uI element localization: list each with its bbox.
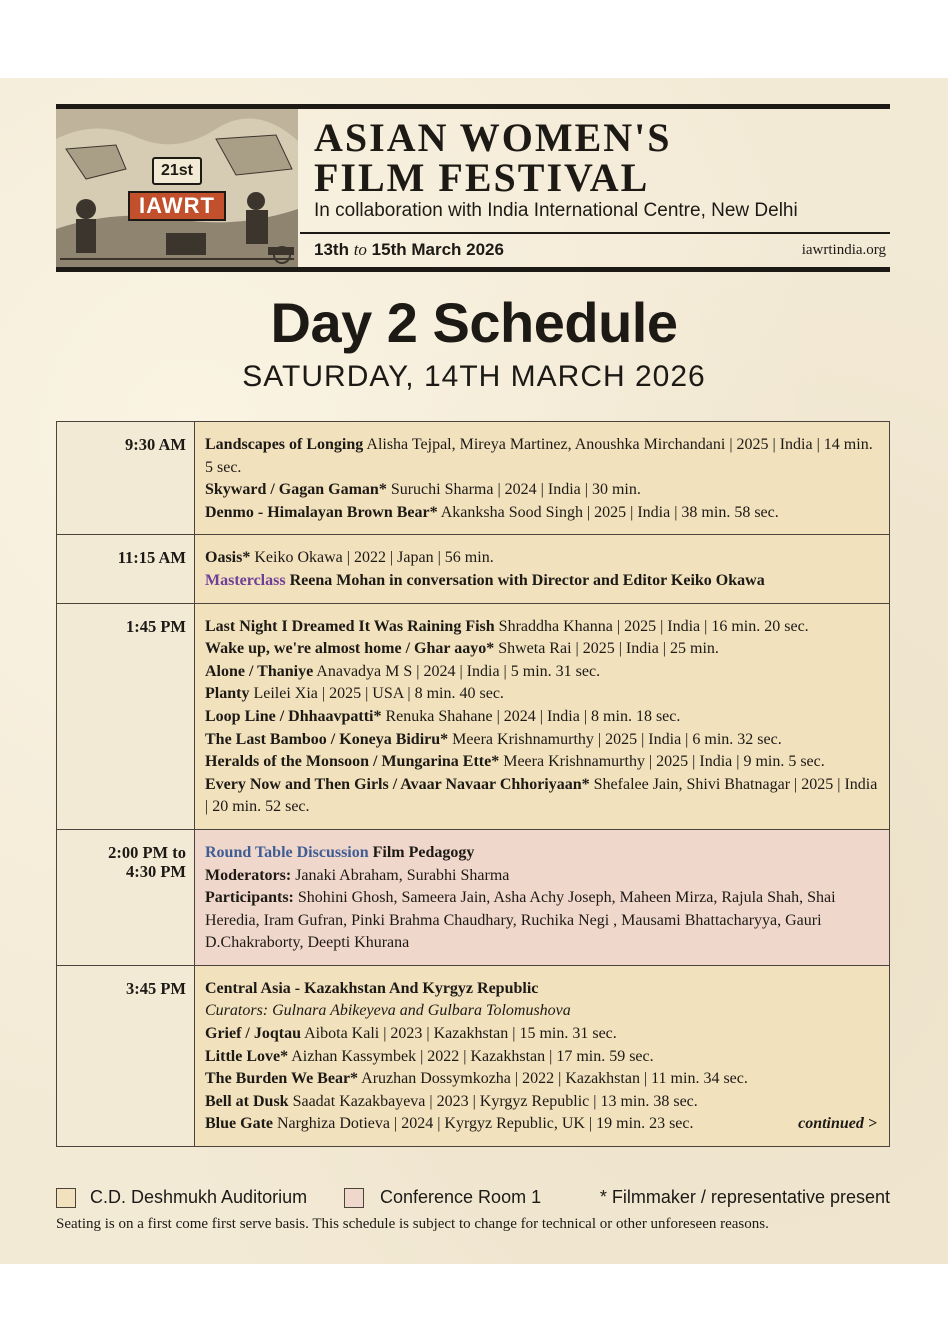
film-entry: [205, 1023, 879, 1046]
legend-conference: Conference Room 1: [380, 1187, 542, 1207]
curators-line: Curators: Gulnara Abikeyeva and Gulbara Tolomushova: [205, 1002, 571, 1020]
edition-badge: 21st: [152, 157, 202, 185]
round-table-label: Round Table Discussion: [205, 843, 369, 861]
slot-time: [57, 830, 195, 965]
festival-dates: [314, 240, 504, 260]
film-entry: [205, 661, 879, 684]
film-entry: [205, 729, 879, 752]
film-title: Oasis*: [205, 549, 251, 567]
film-entry: [205, 683, 879, 706]
festival-poster: [0, 78, 948, 1264]
auditorium-swatch: [56, 1188, 76, 1208]
participants-names: Shohini Ghosh, Sameera Jain, Asha Achy Joseph, Maheen Mirza, Rajula Shah, Shai Heredia, Iram Gufran, Pinki Brahma Chaudhary, Ruchika Negi , Mausami Bhattacharyya, Gauri D.Chakraborty, Deepti Khurana: [205, 889, 836, 952]
film-title: Skyward / Gagan Gaman*: [205, 481, 387, 499]
masterclass-label: Masterclass: [205, 571, 286, 589]
film-title: Last Night I Dreamed It Was Raining Fish: [205, 617, 495, 635]
film-entry: [205, 1046, 879, 1069]
round-table-entry: [205, 842, 879, 865]
film-details: Meera Krishnamurthy | 2025 | India | 6 min. 32 sec.: [448, 730, 782, 748]
film-title: Denmo - Himalayan Brown Bear*: [205, 503, 438, 521]
collaboration-text: In collaboration with India International Centre, New Delhi: [314, 200, 798, 221]
film-title: Heralds of the Monsoon / Mungarina Ette*: [205, 753, 500, 771]
film-entry: [205, 434, 879, 479]
continued-link[interactable]: continued >: [798, 1115, 877, 1133]
film-details: Narghiza Dotieva | 2024 | Kyrgyz Republic, UK | 19 min. 23 sec.: [273, 1115, 694, 1133]
film-details: Leilei Xia | 2025 | USA | 8 min. 40 sec.: [249, 685, 504, 703]
film-details: Aizhan Kassymbek | 2022 | Kazakhstan | 17 min. 59 sec.: [288, 1047, 654, 1065]
film-title: Loop Line / Dhhaavpatti*: [205, 707, 382, 725]
film-details: Anavadya M S | 2024 | India | 5 min. 31 sec.: [313, 662, 601, 680]
film-entry: [205, 774, 879, 819]
section-title-text: Central Asia - Kazakhstan And Kyrgyz Republic: [205, 979, 539, 997]
schedule-table: [56, 421, 890, 1147]
film-details: Renuka Shahane | 2024 | India | 8 min. 18 sec.: [381, 707, 681, 725]
festival-title-line2: FILM FESTIVAL: [314, 155, 650, 200]
film-details: Suruchi Sharma | 2024 | India | 30 min.: [386, 481, 641, 499]
slot-time-start: 2:00 PM to: [108, 842, 186, 862]
film-entry: [205, 751, 879, 774]
participants-label: Participants:: [205, 889, 294, 907]
header-mid-rule: [300, 232, 890, 234]
moderators-label: Moderators:: [205, 866, 292, 884]
film-title: Planty: [205, 685, 250, 703]
schedule-date: SATURDAY, 14TH MARCH 2026: [242, 360, 706, 393]
schedule-slot: [57, 422, 889, 534]
film-entry: [205, 547, 879, 570]
slot-entries: [195, 830, 889, 965]
slot-time: 11:15 AM: [57, 535, 195, 602]
film-entry: [205, 1113, 879, 1136]
slot-entries: [195, 604, 889, 829]
film-title: The Last Bamboo / Koneya Bidiru*: [205, 730, 449, 748]
moderators-entry: [205, 865, 879, 888]
festival-header: [56, 104, 890, 272]
website-link[interactable]: iawrtindia.org: [801, 242, 886, 258]
dates-end: 15th March 2026: [371, 240, 504, 259]
dates-to: to: [353, 240, 367, 259]
round-table-title: Film Pedagogy: [368, 843, 475, 861]
film-details: Shefalee Jain, Shivi Bhatnagar | 2025 | India | 20 min. 52 sec.: [205, 775, 878, 816]
film-entry: [205, 706, 879, 729]
dates-start: 13th: [314, 240, 349, 259]
slot-entries: [195, 422, 889, 534]
film-entry: [205, 1091, 879, 1114]
film-details: Aibota Kali | 2023 | Kazakhstan | 15 min. 31 sec.: [301, 1025, 617, 1043]
slot-time: 1:45 PM: [57, 604, 195, 829]
film-title: Little Love*: [205, 1047, 289, 1065]
film-details: Keiko Okawa | 2022 | Japan | 56 min.: [250, 549, 494, 567]
page-title: Day 2 Schedule: [270, 291, 678, 354]
film-title: Grief / Joqtau: [205, 1025, 301, 1043]
participants-entry: [205, 887, 879, 955]
masterclass-entry: [205, 570, 879, 593]
film-details: Shweta Rai | 2025 | India | 25 min.: [494, 640, 719, 658]
section-title: [205, 978, 879, 1001]
film-details: Aruzhan Dossymkozha | 2022 | Kazakhstan | 11 min. 34 sec.: [358, 1070, 748, 1088]
film-title: Alone / Thaniye: [205, 662, 314, 680]
conference-swatch: [344, 1188, 364, 1208]
slot-entries: [195, 966, 889, 1146]
festival-illustration: [56, 109, 298, 267]
film-details: Alisha Tejpal, Mireya Martinez, Anoushka Mirchandani | 2025 | India | 14 min. 5 sec.: [205, 436, 873, 476]
slot-time-end: 4:30 PM: [125, 861, 186, 881]
film-title: Bell at Dusk: [205, 1092, 289, 1110]
legend-auditorium: C.D. Deshmukh Auditorium: [90, 1187, 308, 1207]
schedule-slot-conference: [57, 829, 889, 965]
film-title: The Burden We Bear*: [205, 1070, 359, 1088]
legend-filmmaker-note: * Filmmaker / representative present: [599, 1187, 890, 1207]
film-entry: [205, 479, 879, 502]
film-entry: [205, 1068, 879, 1091]
film-entry: [205, 638, 879, 661]
seating-note: Seating is on a first come first serve basis. This schedule is subject to change for technical or other unforeseen reasons.: [56, 1216, 769, 1232]
header-bottom-rule: [56, 267, 890, 272]
festival-title-line1: ASIAN WOMEN'S: [314, 115, 672, 160]
film-title: Landscapes of Longing: [205, 436, 364, 453]
film-title: Every Now and Then Girls / Avaar Navaar Chhoriyaan*: [205, 775, 590, 793]
slot-time: 3:45 PM: [57, 966, 195, 1146]
film-entry: [205, 502, 879, 525]
schedule-slot: [57, 965, 889, 1146]
iawrt-logo: IAWRT: [128, 191, 226, 221]
schedule-slot: [57, 603, 889, 829]
film-details: Meera Krishnamurthy | 2025 | India | 9 min. 5 sec.: [499, 753, 825, 771]
slot-entries: [195, 535, 889, 602]
masterclass-title: Reena Mohan in conversation with Director and Editor Keiko Okawa: [285, 571, 765, 589]
film-details: Saadat Kazakbayeva | 2023 | Kyrgyz Republic | 13 min. 38 sec.: [288, 1092, 698, 1110]
film-title: Wake up, we're almost home / Ghar aayo*: [205, 640, 495, 658]
film-details: Shraddha Khanna | 2025 | India | 16 min. 20 sec.: [494, 617, 809, 635]
film-title: Blue Gate: [205, 1115, 273, 1133]
moderators-names: Janaki Abraham, Surabhi Sharma: [291, 866, 510, 884]
venue-legend: [56, 1186, 890, 1212]
film-details: Akanksha Sood Singh | 2025 | India | 38 min. 58 sec.: [437, 503, 779, 521]
film-entry: [205, 616, 879, 639]
schedule-slot: [57, 534, 889, 602]
slot-time: 9:30 AM: [57, 422, 195, 534]
